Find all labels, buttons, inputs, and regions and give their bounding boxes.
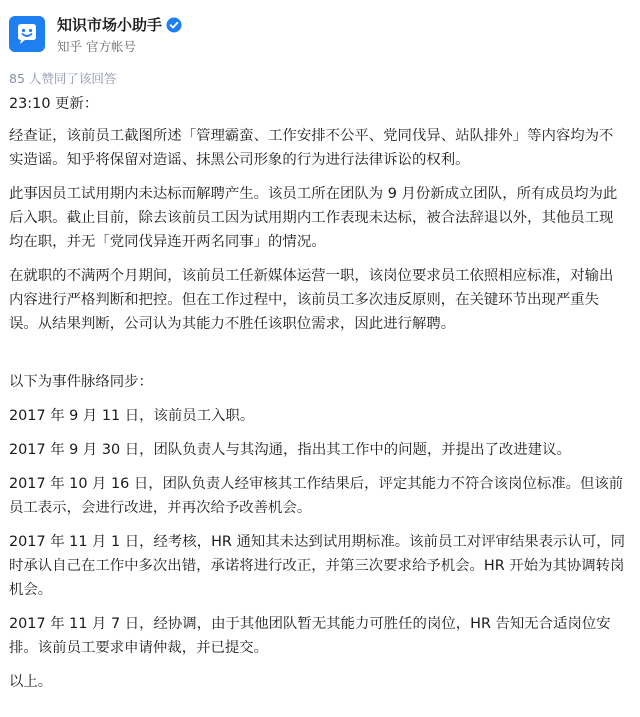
timeline-intro: 以下为事件脉络同步： xyxy=(9,374,153,390)
author-name-row xyxy=(57,14,182,36)
paragraph-performance: 在就职的不满两个月期间，该前员工任新媒体运营一职，该岗位要求员工依照相应标准，对输出内容进行严格判断和把控。但在工作过程中，该前员工多次违反原则，在关键环节出现严重失误。从结果判断，公司认为其能力不胜任该职位需求，因此进行解聘。 xyxy=(9,268,614,332)
author-badge: 知乎 官方帐号 xyxy=(57,38,136,54)
timeline-item: 2017 年 10 月 16 日，团队负责人经审核其工作结果后，评定其能力不符合该岗位标准。但该前员工表示，会进行改进，并再次给予改善机会。 xyxy=(9,476,624,516)
closing-text: 以上。 xyxy=(9,674,53,690)
author-name[interactable]: 知识市场小助手 xyxy=(57,16,163,34)
verified-check-icon xyxy=(166,17,182,33)
timeline-item: 2017 年 11 月 1 日，经考核，HR 通知其未达到试用期标准。该前员工对评审结果表示认可，同时承认自己在工作中多次出错，承诺将进行改正，并第三次要求给予机会。HR 开始为其协调转岗机会。 xyxy=(9,534,626,598)
vote-count: 85 人赞同了该回答 xyxy=(9,71,117,86)
timeline-item: 2017 年 11 月 7 日，经协调，由于其他团队暂无其能力可胜任的岗位，HR 告知无合适岗位安排。该前员工要求申请仲裁，并已提交。 xyxy=(9,616,611,656)
zhihu-smile-avatar-icon[interactable] xyxy=(9,16,45,52)
author-info xyxy=(57,14,182,55)
paragraph-clarification: 经查证，该前员工截图所述「管理霸蛮、工作安排不公平、党同伐异、站队排外」等内容均为不实造谣。知乎将保留对造谣、抹黑公司形象的行为进行法律诉讼的权利。 xyxy=(9,128,614,168)
paragraph-background: 此事因员工试用期内未达标而解聘产生。该员工所在团队为 9 月份新成立团队，所有成员均为此后入职。截止目前，除去该前员工因为试用期内工作表现未达标，被合法辞退以外，其他员工现均在职，并无「党同伐异连开两名同事」的情况。 xyxy=(9,186,618,250)
timeline-item: 2017 年 9 月 30 日，团队负责人与其沟通，指出其工作中的问题，并提出了改进建议。 xyxy=(9,442,571,458)
author-header xyxy=(9,0,626,64)
timeline-item: 2017 年 9 月 11 日，该前员工入职。 xyxy=(9,408,255,424)
answer-content xyxy=(9,92,626,694)
update-note: 23:10 更新： xyxy=(9,96,99,112)
